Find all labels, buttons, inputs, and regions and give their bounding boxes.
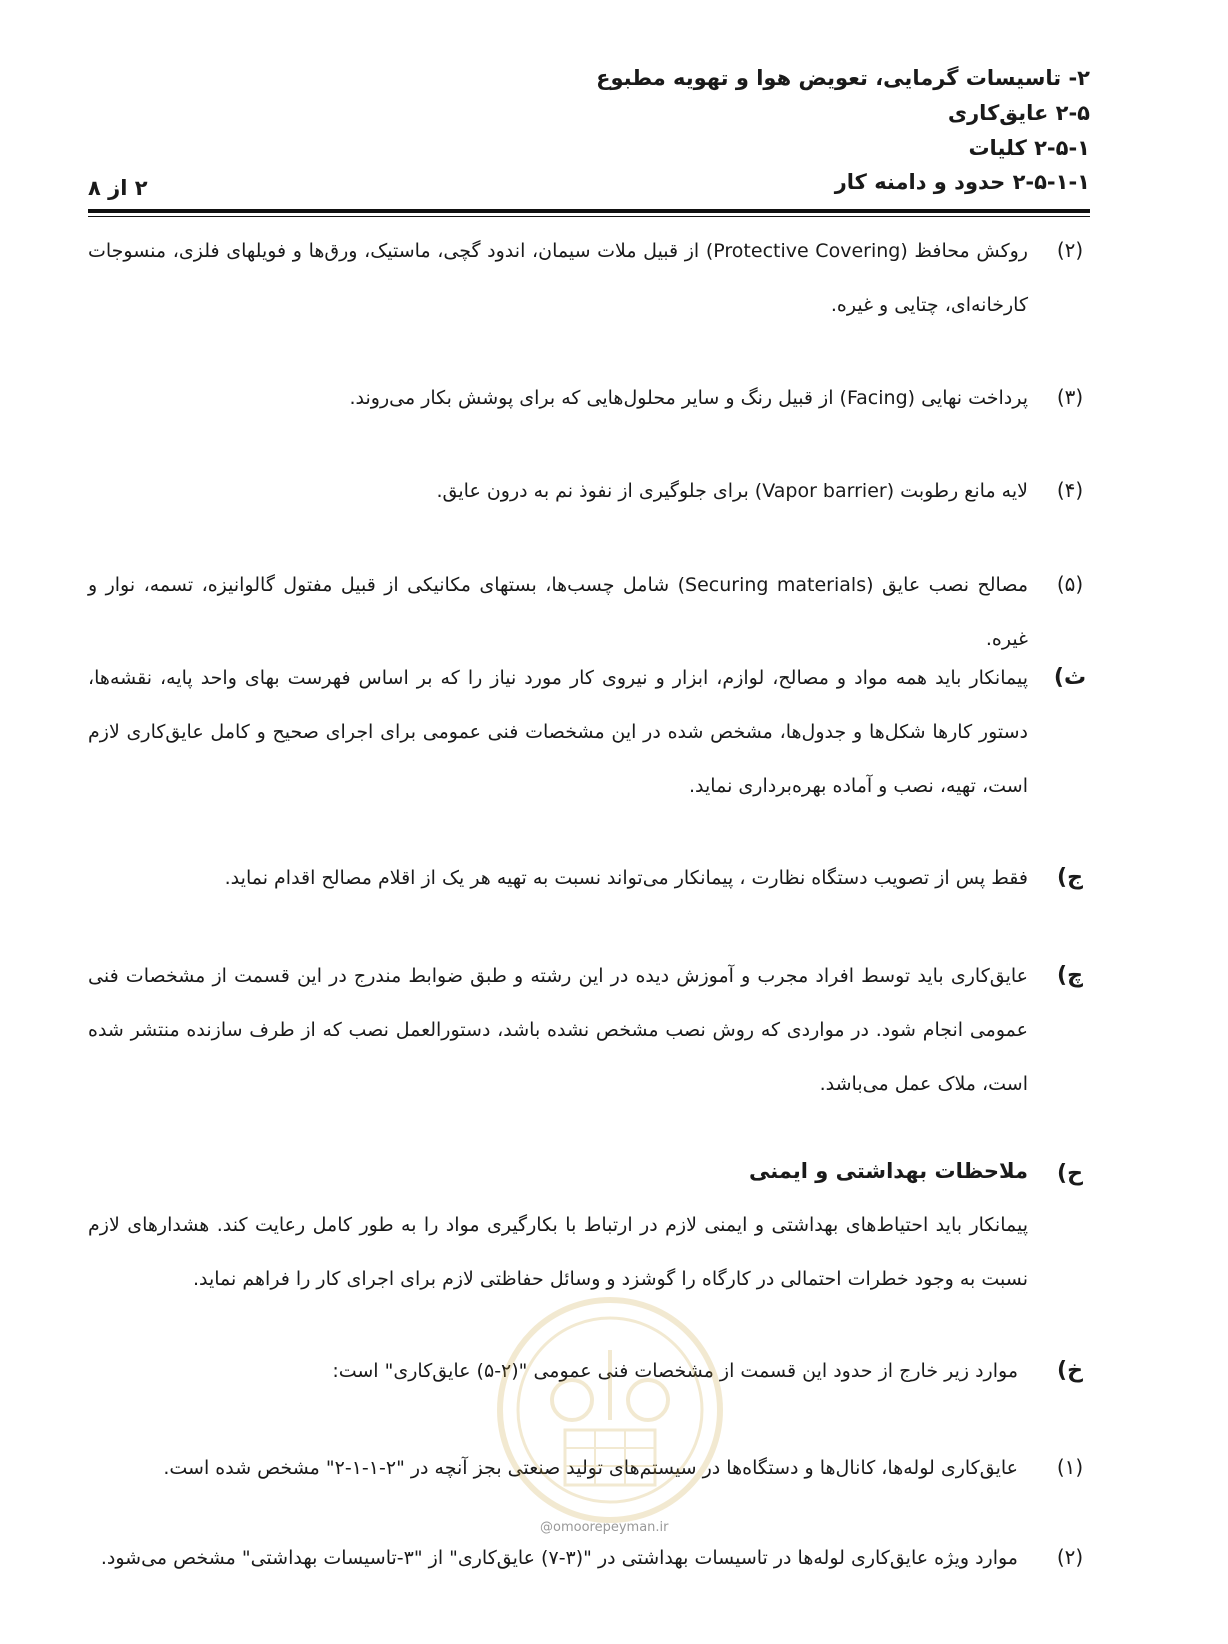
item-marker: (۵) xyxy=(1056,572,1084,596)
item-marker: خ) xyxy=(1057,1358,1083,1383)
topic-title: ۲-۵-۱-۱ حدود و دامنه کار xyxy=(834,170,1090,194)
item-marker: (۲) xyxy=(1056,1545,1084,1569)
watermark-seal-icon xyxy=(490,1290,730,1530)
list-item: لایه مانع رطوبت (Vapor barrier) برای جلوگیری از نفوذ نم به درون عایق. xyxy=(436,480,1028,502)
page-number: ۲ از ۸ xyxy=(88,176,148,200)
item-marker: چ) xyxy=(1057,963,1083,988)
list-item: موارد ویژه عایق‌کاری لوله‌ها در تاسیسات بهداشتی در "(۳-۷) عایق‌کاری" از "۳-تاسیسات بهداشتی" مشخص می‌شود. xyxy=(100,1547,1018,1569)
header-rule-thick xyxy=(88,209,1090,213)
list-item: عایق‌کاری باید توسط افراد مجرب و آموزش دیده در این رشته و طبق ضوابط مندرج در این قسمت از مشخصات فنی عمومی انجام شود. در مواردی که روش نصب مشخص نشده باشد، دستورالعمل نصب که از طرف سازنده منتشر شده است، ملاک عمل می‌باشد. xyxy=(88,965,1028,1095)
section-heading: ملاحظات بهداشتی و ایمنی xyxy=(748,1159,1028,1183)
list-item: فقط پس از تصویب دستگاه نظارت ، پیمانکار می‌تواند نسبت به تهیه هر یک از اقلام مصالح اقدام نماید. xyxy=(224,867,1028,889)
list-item: روکش محافظ (Protective Covering) از قبیل ملات سیمان، اندود گچی، ماستیک، ورق‌ها و فویلهای فلزی، منسوجات کارخانه‌ای، چتایی و غیره. xyxy=(88,240,1028,316)
list-item: پرداخت نهایی (Facing) از قبیل رنگ و سایر محلول‌هایی که برای پوشش بکار می‌روند. xyxy=(349,387,1028,409)
list-item: مصالح نصب عایق (Securing materials) شامل چسب‌ها، بستهای مکانیکی از قبیل مفتول گالوانیزه، تسمه، نوار و غیره. xyxy=(88,574,1028,650)
header-rule-thin xyxy=(88,216,1090,217)
paragraph: پیمانکار باید احتیاط‌های بهداشتی و ایمنی لازم در ارتباط با بکارگیری مواد را به طور کامل رعایت کند. هشدارهای لازم نسبت به وجود خطرات احتمالی در کارگاه را گوشزد و وسائل حفاظتی لازم برای اجرای کار را فراهم نماید. xyxy=(88,1214,1028,1290)
item-marker: ح) xyxy=(1057,1161,1083,1186)
item-marker: (۴) xyxy=(1056,478,1084,502)
list-item: پیمانکار باید همه مواد و مصالح، لوازم، ابزار و نیروی کار مورد نیاز را که بر اساس فهرست بهای واحد پایه، نقشه‌ها، دستور کارها شکل‌ها و جدول‌ها، مشخص شده در این مشخصات فنی عمومی برای اجرای صحیح و کامل عایق‌کاری لازم است، تهیه، نصب و آماده بهره‌برداری نماید. xyxy=(88,667,1028,797)
item-marker: ج) xyxy=(1057,865,1083,890)
item-marker: ث) xyxy=(1053,665,1087,690)
sub-subsection-title: ۲-۵-۱ کلیات xyxy=(968,136,1090,160)
list-item: موارد زیر خارج از حدود این قسمت از مشخصات فنی عمومی "(۲-۵) عایق‌کاری" است: xyxy=(332,1360,1018,1382)
item-marker: (۱) xyxy=(1056,1455,1084,1479)
section-title: ۲- تاسیسات گرمایی، تعویض هوا و تهویه مطبوع xyxy=(596,66,1090,90)
list-item: عایق‌کاری لوله‌ها، کانال‌ها و دستگاه‌ها در سیستم‌های تولید صنعتی بجز آنچه در "۲-۱-۱-۲" مشخص شده است. xyxy=(163,1457,1018,1479)
item-marker: (۲) xyxy=(1056,238,1084,262)
subsection-title: ۲-۵ عایق‌کاری xyxy=(947,101,1090,125)
watermark-text: @omoorepeyman.ir xyxy=(540,1520,669,1535)
item-marker: (۳) xyxy=(1056,385,1084,409)
